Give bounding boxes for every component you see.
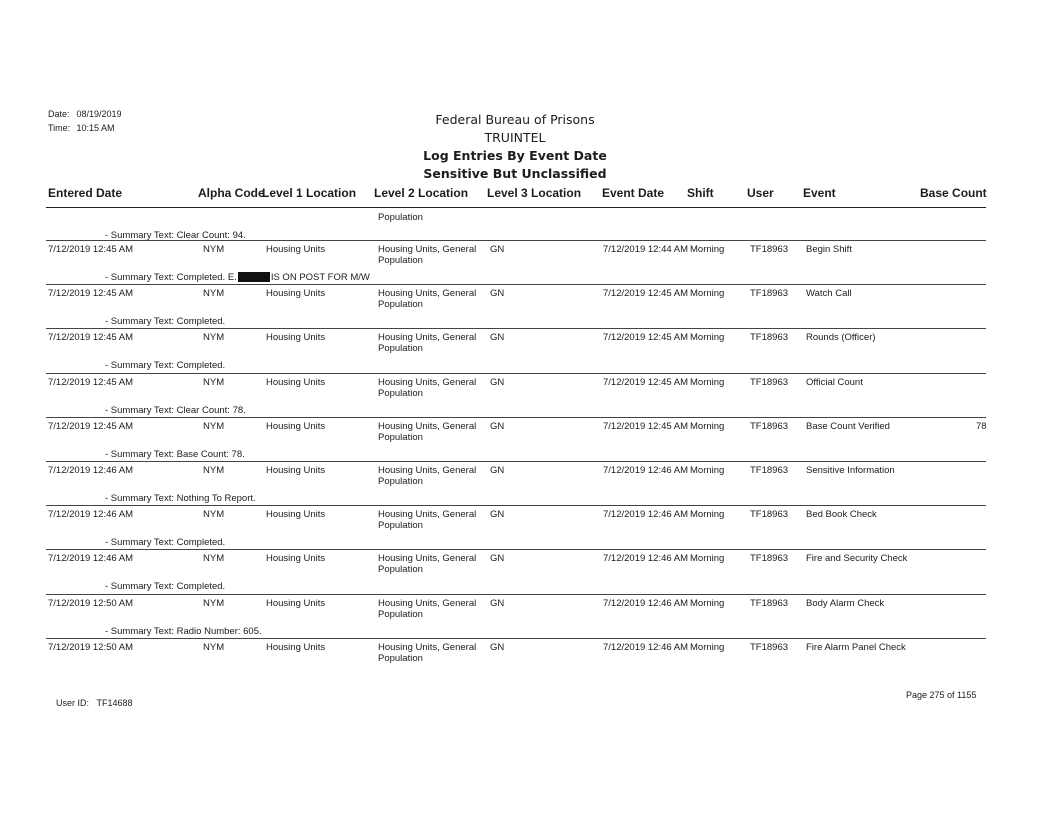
- cell-level2-location: Housing Units, General Population: [378, 420, 477, 443]
- redaction-block: [238, 272, 270, 282]
- summary-text: [105, 537, 225, 548]
- cell-alpha-code: NYM: [203, 332, 225, 344]
- cell-level1-location: Housing Units: [266, 244, 326, 255]
- cell-user: TF18963: [750, 420, 789, 432]
- page-number: Page 275 of 1155: [906, 690, 977, 700]
- col-shift: Shift: [687, 186, 714, 200]
- cell-alpha-code: NYM: [203, 509, 225, 521]
- cell-event: Sensitive Information: [806, 465, 895, 476]
- summary-text: [105, 449, 245, 460]
- row-divider: [46, 373, 986, 374]
- cell-event: Base Count Verified: [806, 420, 890, 432]
- header-divider: [46, 207, 986, 208]
- report-date: [48, 109, 122, 119]
- summary-text: [105, 405, 246, 416]
- cell-level1-location: Housing Units: [266, 376, 326, 388]
- summary-text: [105, 360, 225, 371]
- col-entered-date: Entered Date: [48, 186, 123, 200]
- cell-level2-location: Housing Units, General Population: [378, 597, 477, 620]
- cell-level1-location: Housing Units: [266, 509, 326, 521]
- cell-user: TF18963: [750, 288, 789, 300]
- cell-user: TF18963: [750, 465, 789, 476]
- cell-level2-location: Housing Units, General Population: [378, 465, 477, 487]
- leading-summary: - Summary Text: Clear Count: 94.: [105, 230, 246, 241]
- cell-level3-location: GN: [490, 288, 505, 300]
- cell-shift: Morning: [690, 288, 725, 300]
- summary-text-continued: IS ON POST FOR M/W: [270, 272, 370, 283]
- cell-level1-location: Housing Units: [266, 288, 326, 300]
- cell-level3-location: GN: [490, 332, 505, 344]
- summary-text-main: - Summary Text: Radio Number: 605.: [105, 625, 262, 637]
- cell-entered-date: 7/12/2019 12:45 AM: [48, 420, 134, 432]
- cell-alpha-code: NYM: [203, 465, 225, 476]
- date-value: 08/19/2019: [76, 109, 122, 119]
- report-time: [48, 123, 115, 133]
- row-divider: [46, 638, 986, 639]
- cell-level1-location: Housing Units: [266, 465, 326, 476]
- cell-level3-location: GN: [490, 376, 505, 388]
- cell-entered-date: 7/12/2019 12:50 AM: [48, 641, 134, 653]
- cell-level3-location: GN: [490, 465, 505, 476]
- cell-entered-date: 7/12/2019 12:45 AM: [48, 376, 134, 388]
- cell-event: Fire Alarm Panel Check: [806, 641, 906, 653]
- cell-shift: Morning: [690, 465, 725, 476]
- footer-user: [56, 698, 133, 708]
- row-divider: [46, 461, 986, 462]
- summary-text: [105, 626, 262, 637]
- cell-level2-location: Housing Units, General Population: [378, 641, 477, 664]
- cell-entered-date: 7/12/2019 12:50 AM: [48, 597, 134, 609]
- cell-level3-location: GN: [490, 420, 505, 432]
- cell-event-date: 7/12/2019 12:45 AM: [603, 288, 689, 300]
- summary-text-main: - Summary Text: Completed.: [105, 360, 226, 372]
- cell-level2-location: Housing Units, General Population: [378, 376, 477, 399]
- cell-level2-location: Housing Units, General Population: [378, 509, 477, 532]
- cell-event: Bed Book Check: [806, 509, 877, 521]
- row-divider: [46, 240, 986, 241]
- cell-user: TF18963: [750, 509, 789, 521]
- cell-entered-date: 7/12/2019 12:46 AM: [48, 465, 134, 476]
- cell-event-date: 7/12/2019 12:46 AM: [603, 465, 689, 476]
- cell-user: TF18963: [750, 332, 789, 344]
- cell-event-date: 7/12/2019 12:46 AM: [603, 641, 689, 653]
- cell-alpha-code: NYM: [203, 420, 225, 432]
- cell-user: TF18963: [750, 553, 789, 565]
- time-value: 10:15 AM: [76, 123, 115, 133]
- title-report: Log Entries By Event Date: [423, 148, 607, 163]
- cell-event: Body Alarm Check: [806, 597, 885, 609]
- cell-level1-location: Housing Units: [266, 597, 326, 609]
- summary-text-main: - Summary Text: Completed.: [105, 581, 226, 593]
- cell-alpha-code: NYM: [203, 641, 225, 653]
- cell-event: Begin Shift: [806, 244, 852, 255]
- column-headers: [0, 186, 1056, 206]
- carryover-text: Population: [378, 212, 423, 223]
- cell-entered-date: 7/12/2019 12:46 AM: [48, 509, 134, 521]
- cell-event: Watch Call: [806, 288, 852, 300]
- cell-level1-location: Housing Units: [266, 553, 326, 565]
- row-divider: [46, 284, 986, 285]
- cell-alpha-code: NYM: [203, 597, 225, 609]
- col-base-count: Base Count: [920, 186, 987, 200]
- cell-entered-date: 7/12/2019 12:45 AM: [48, 288, 134, 300]
- cell-level3-location: GN: [490, 597, 505, 609]
- row-divider: [46, 417, 986, 418]
- cell-shift: Morning: [690, 597, 725, 609]
- user-id-value: TF14688: [96, 698, 133, 708]
- cell-event: Official Count: [806, 376, 863, 388]
- cell-user: TF18963: [750, 597, 789, 609]
- time-label: Time:: [48, 123, 71, 133]
- cell-user: TF18963: [750, 641, 789, 653]
- col-level3: Level 3 Location: [487, 186, 582, 200]
- col-event: Event: [803, 186, 836, 200]
- cell-event-date: 7/12/2019 12:46 AM: [603, 597, 689, 609]
- cell-entered-date: 7/12/2019 12:45 AM: [48, 332, 134, 344]
- cell-level1-location: Housing Units: [266, 420, 326, 432]
- summary-text-main: - Summary Text: Nothing To Report.: [105, 493, 256, 504]
- cell-user: TF18963: [750, 244, 789, 255]
- cell-user: TF18963: [750, 376, 789, 388]
- cell-level3-location: GN: [490, 641, 505, 653]
- report-title: [370, 111, 660, 183]
- row-divider: [46, 594, 986, 595]
- cell-level2-location: Housing Units, General Population: [378, 244, 477, 266]
- title-agency: Federal Bureau of Prisons: [435, 112, 595, 127]
- cell-level2-location: Housing Units, General Population: [378, 288, 477, 311]
- cell-event-date: 7/12/2019 12:46 AM: [603, 553, 689, 565]
- row-divider: [46, 328, 986, 329]
- cell-level1-location: Housing Units: [266, 641, 326, 653]
- cell-base-count: 78: [976, 420, 987, 432]
- cell-shift: Morning: [690, 553, 725, 565]
- cell-level2-location: Housing Units, General Population: [378, 332, 477, 355]
- cell-level3-location: GN: [490, 509, 505, 521]
- row-divider: [46, 505, 986, 506]
- summary-text-main: - Summary Text: Completed.: [105, 316, 226, 328]
- cell-event: Rounds (Officer): [806, 332, 876, 344]
- cell-level3-location: GN: [490, 244, 505, 255]
- cell-event-date: 7/12/2019 12:44 AM: [603, 244, 689, 255]
- summary-text-main: - Summary Text: Base Count: 78.: [105, 448, 245, 460]
- cell-event-date: 7/12/2019 12:46 AM: [603, 509, 689, 521]
- cell-alpha-code: NYM: [203, 553, 225, 565]
- col-level1: Level 1 Location: [262, 186, 357, 200]
- cell-event: Fire and Security Check: [806, 553, 908, 565]
- cell-entered-date: 7/12/2019 12:45 AM: [48, 244, 134, 255]
- summary-text: [105, 316, 225, 327]
- col-alpha-code: Alpha Code: [198, 186, 265, 200]
- cell-entered-date: 7/12/2019 12:46 AM: [48, 553, 134, 565]
- col-level2: Level 2 Location: [374, 186, 469, 200]
- cell-level2-location: Housing Units, General Population: [378, 553, 477, 576]
- cell-event-date: 7/12/2019 12:45 AM: [603, 420, 689, 432]
- date-label: Date:: [48, 109, 70, 119]
- cell-alpha-code: NYM: [203, 288, 225, 300]
- cell-alpha-code: NYM: [203, 376, 225, 388]
- cell-level3-location: GN: [490, 553, 505, 565]
- summary-text-main: - Summary Text: Completed. E.: [105, 272, 237, 283]
- cell-level1-location: Housing Units: [266, 332, 326, 344]
- cell-event-date: 7/12/2019 12:45 AM: [603, 332, 689, 344]
- summary-text-main: - Summary Text: Clear Count: 78.: [105, 404, 246, 416]
- cell-shift: Morning: [690, 332, 725, 344]
- row-divider: [46, 549, 986, 550]
- title-system: TRUINTEL: [484, 130, 546, 145]
- cell-alpha-code: NYM: [203, 244, 225, 255]
- cell-shift: Morning: [690, 244, 725, 255]
- cell-shift: Morning: [690, 509, 725, 521]
- user-id-label: User ID:: [56, 698, 90, 708]
- cell-event-date: 7/12/2019 12:45 AM: [603, 376, 689, 388]
- cell-shift: Morning: [690, 376, 725, 388]
- cell-shift: Morning: [690, 641, 725, 653]
- col-user: User: [747, 186, 774, 200]
- summary-text-main: - Summary Text: Completed.: [105, 537, 226, 549]
- summary-text: [105, 493, 256, 504]
- cell-shift: Morning: [690, 420, 725, 432]
- summary-text: [105, 272, 370, 283]
- summary-text: [105, 581, 225, 592]
- col-event-date: Event Date: [602, 186, 665, 200]
- title-classification: Sensitive But Unclassified: [423, 166, 607, 181]
